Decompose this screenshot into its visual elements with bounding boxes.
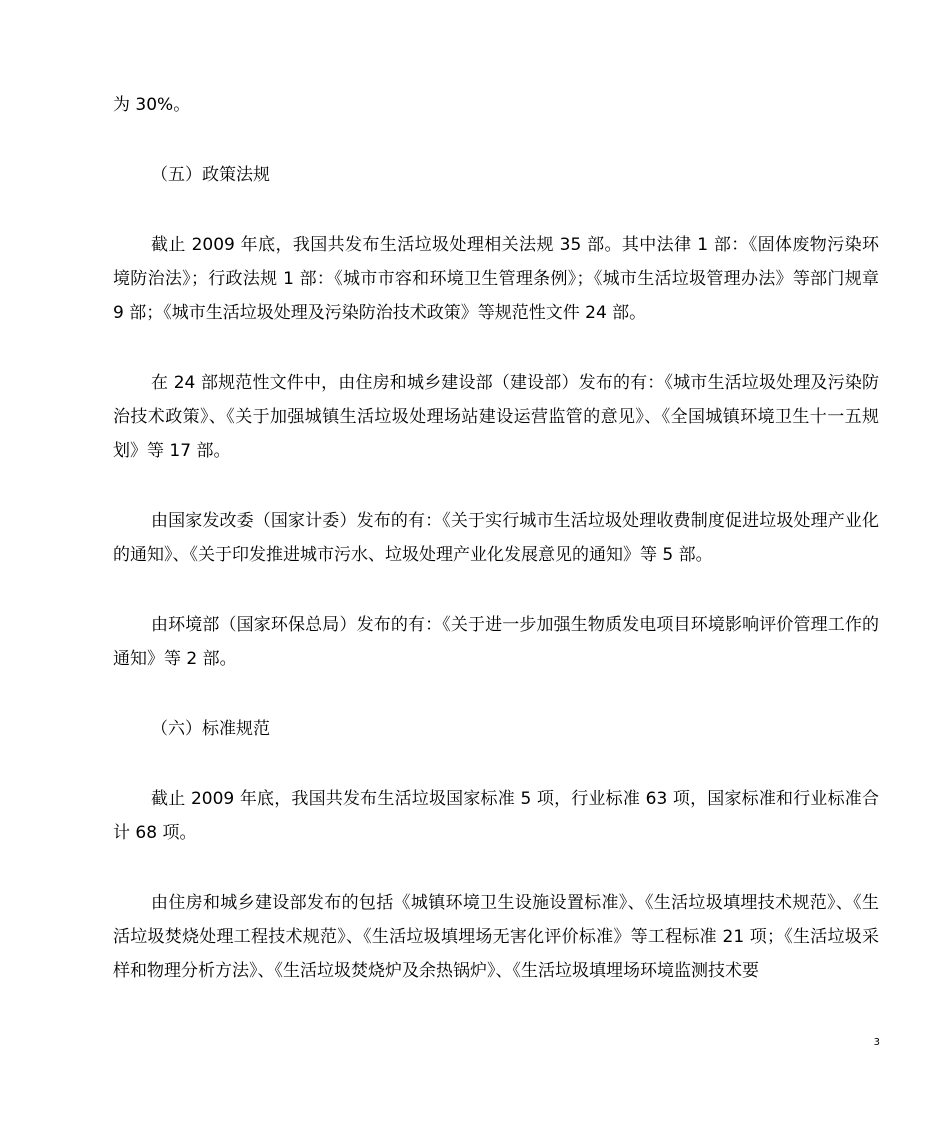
paragraph-gap [113, 468, 879, 504]
paragraph-regulations-summary: 截止 2009 年底，我国共发布生活垃圾处理相关法规 35 部。其中法律 1 部：《固体废物污染环境防治法》；行政法规 1 部：《城市市容和环境卫生管理条例》；《城市生活垃圾管理办法》等部门规章 9 部；《城市生活垃圾处理及污染防治技术政策》等规范性文件 24 部。 [113, 235, 879, 323]
paragraph-gap [113, 192, 879, 228]
paragraph-gap [113, 330, 879, 366]
continuation-paragraph: 为 30%。 [113, 95, 191, 115]
paragraph-construction-standards: 由住房和城乡建设部发布的包括《城镇环境卫生设施设置标准》、《生活垃圾填埋技术规范》、《生活垃圾焚烧处理工程技术规范》、《生活垃圾填埋场无害化评价标准》等工程标准 21 项；《生活垃圾采样和物理分析方法》、《生活垃圾焚烧炉及余热锅炉》、《生活垃圾填埋场环境监测技术要 [113, 893, 879, 981]
paragraph-environment-ministry: 由环境部（国家环保总局）发布的有：《关于进一步加强生物质发电项目环境影响评价管理工作的通知》等 2 部。 [113, 615, 879, 669]
paragraph-gap [113, 850, 879, 886]
paragraph-construction-ministry: 在 24 部规范性文件中，由住房和城乡建设部（建设部）发布的有：《城市生活垃圾处理及污染防治技术政策》、《关于加强城镇生活垃圾处理场站建设运营监管的意见》、《全国城镇环境卫生十一五规划》等 17 部。 [113, 373, 879, 461]
page-content [113, 88, 879, 988]
paragraph-gap [113, 572, 879, 608]
section-heading-policy: （五）政策法规 [151, 165, 270, 185]
paragraph-gap [113, 122, 879, 158]
section-heading-standards: （六）标准规范 [151, 719, 270, 739]
page-number: 3 [873, 1037, 880, 1048]
paragraph-standards-summary: 截止 2009 年底，我国共发布生活垃圾国家标准 5 项，行业标准 63 项，国家标准和行业标准合计 68 项。 [113, 789, 879, 843]
paragraph-ndrc: 由国家发改委（国家计委）发布的有：《关于实行城市生活垃圾处理收费制度促进垃圾处理产业化的通知》、《关于印发推进城市污水、垃圾处理产业化发展意见的通知》等 5 部。 [113, 511, 879, 565]
paragraph-gap [113, 746, 879, 782]
paragraph-gap [113, 676, 879, 712]
